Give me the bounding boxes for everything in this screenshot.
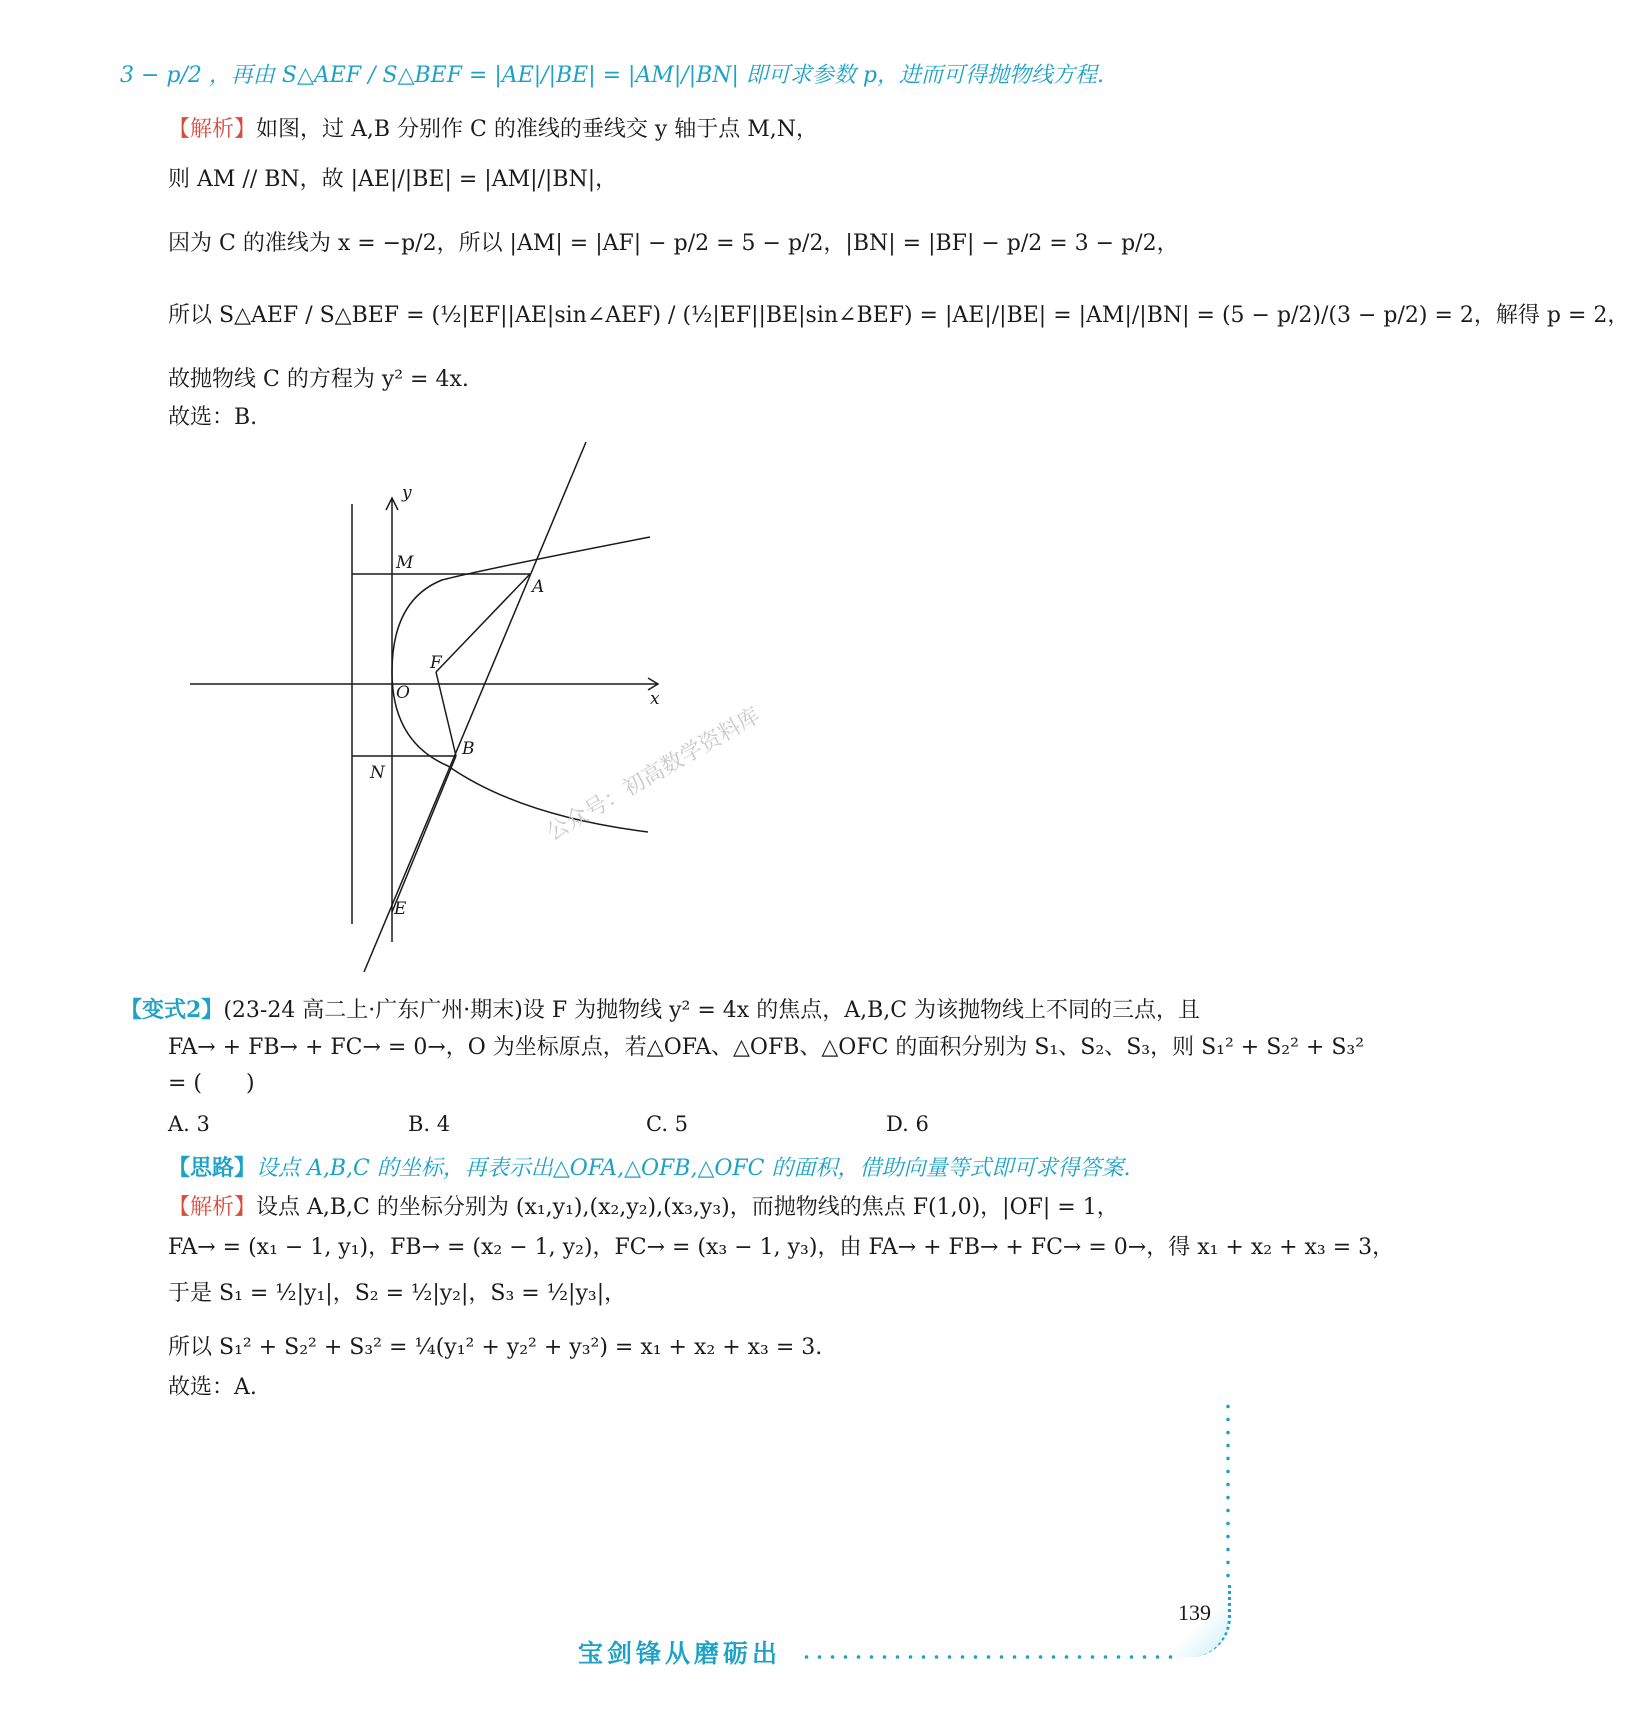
variant-text-1: (23-24 高二上·广东广州·期末)设 F 为抛物线 y² = 4x 的焦点，A,B,C 为该抛物线上不同的三点，且 bbox=[223, 998, 1201, 1023]
label-y: y bbox=[402, 483, 412, 503]
hint-continuation: 3 − p/2 ，再由 S△AEF / S△BEF = |AE|/|BE| = |AM|/|BN| 即可求参数 p，进而可得抛物线方程. bbox=[120, 63, 1105, 88]
solution-line-2: FA→ = (x₁ − 1, y₁)，FB→ = (x₂ − 1, y₂)，FC→ = (x₃ − 1, y₃)，由 FA→ + FB→ + FC→ = 0→，得 x₁ + x₂ + x₃ = 3， bbox=[168, 1235, 1395, 1260]
analysis-line-5: 故抛物线 C 的方程为 y² = 4x. bbox=[168, 367, 469, 392]
variant-line-2: FA→ + FB→ + FC→ = 0→，O 为坐标原点，若△OFA、△OFB、△OFC 的面积分别为 S₁、S₂、S₃，则 S₁² + S₂² + S₃² bbox=[168, 1035, 1365, 1060]
analysis-text-1: 如图，过 A,B 分别作 C 的准线的垂线交 y 轴于点 M,N， bbox=[256, 117, 819, 142]
decorative-dots bbox=[800, 1655, 1180, 1659]
solution-line-1 bbox=[168, 1194, 1119, 1222]
parabola-figure bbox=[180, 432, 680, 982]
solution-tag: 【解析】 bbox=[168, 1195, 257, 1220]
option-a: A. 3 bbox=[168, 1112, 210, 1136]
decorative-vertical-dots bbox=[1226, 1400, 1230, 1580]
analysis-line-3: 因为 C 的准线为 x = −p/2，所以 |AM| = |AF| − p/2 = 5 − p/2，|BN| = |BF| − p/2 = 3 − p/2， bbox=[168, 231, 1179, 256]
analysis-line-4: 所以 S△AEF / S△BEF = (½|EF||AE|sin∠AEF) / (½|EF||BE|sin∠BEF) = |AE|/|BE| = |AM|/|BN| = (5 − p/2)/(3 − p/2) = 2，解得 p = 2， bbox=[168, 303, 1629, 328]
segment-FA bbox=[436, 574, 530, 672]
page-number: 139 bbox=[1178, 1600, 1211, 1625]
variant-line-1 bbox=[120, 996, 1200, 1025]
option-c: C. 5 bbox=[646, 1112, 689, 1136]
label-O: O bbox=[396, 683, 410, 703]
solution-text-1: 设点 A,B,C 的坐标分别为 (x₁,y₁),(x₂,y₂),(x₃,y₃)，而抛物线的焦点 F(1,0)，|OF| = 1， bbox=[256, 1195, 1119, 1220]
label-x: x bbox=[650, 689, 660, 709]
analysis-answer: 故选：B. bbox=[168, 405, 258, 430]
variant-line-3: = ( ) bbox=[168, 1071, 255, 1096]
label-M: M bbox=[396, 553, 414, 573]
idea-text: 设点 A,B,C 的坐标，再表示出△OFA,△OFB,△OFC 的面积，借助向量等式即可求得答案. bbox=[256, 1156, 1131, 1181]
solution-line-4: 所以 S₁² + S₂² + S₃² = ¼(y₁² + y₂² + y₃²) = x₁ + x₂ + x₃ = 3. bbox=[168, 1335, 823, 1360]
analysis-line-2: 则 AM // BN，故 |AE|/|BE| = |AM|/|BN|， bbox=[168, 167, 618, 192]
watermark: 公众号：初高数学资料库 bbox=[542, 703, 765, 846]
option-d: D. 6 bbox=[886, 1112, 929, 1136]
solution-answer: 故选：A. bbox=[168, 1375, 257, 1400]
label-B: B bbox=[462, 739, 475, 759]
option-b: B. 4 bbox=[408, 1112, 451, 1136]
label-N: N bbox=[370, 763, 385, 783]
label-E: E bbox=[394, 899, 407, 919]
analysis-tag: 【解析】 bbox=[168, 117, 257, 142]
solution-line-3: 于是 S₁ = ½|y₁|，S₂ = ½|y₂|，S₃ = ½|y₃|， bbox=[168, 1281, 627, 1306]
variant-tag: 【变式2】 bbox=[120, 997, 224, 1023]
line-EA-extended bbox=[364, 442, 586, 972]
footer-slogan: 宝剑锋从磨砺出 bbox=[578, 1639, 782, 1668]
line-EB bbox=[392, 756, 456, 912]
label-A: A bbox=[532, 577, 545, 597]
analysis-line-1 bbox=[168, 116, 818, 144]
idea-line bbox=[168, 1154, 1131, 1183]
label-F: F bbox=[430, 653, 442, 673]
idea-tag: 【思路】 bbox=[168, 1155, 257, 1181]
